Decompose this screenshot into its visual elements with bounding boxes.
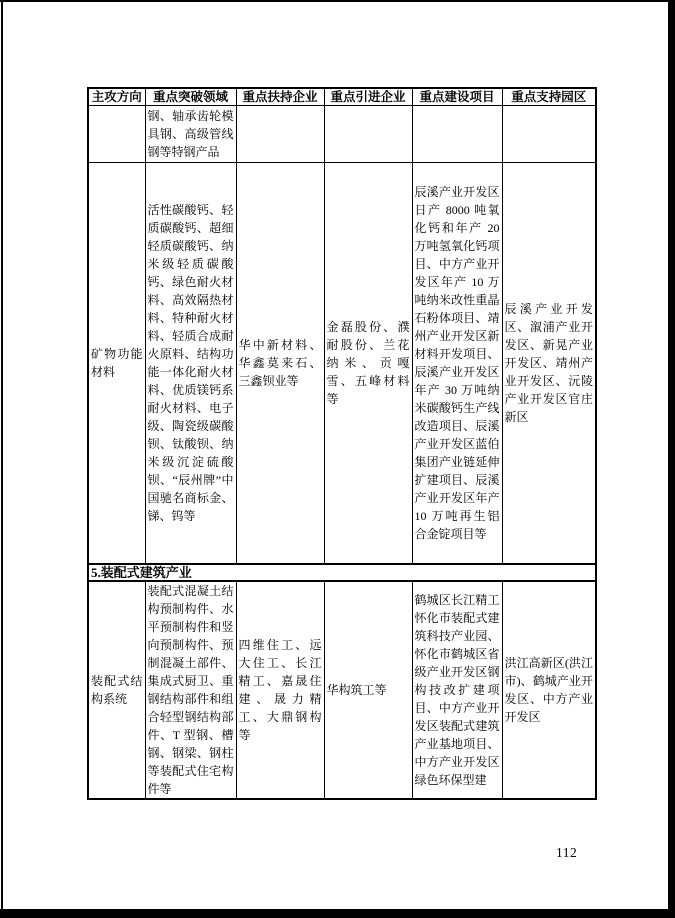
cell-parks bbox=[502, 106, 596, 163]
cell-parks: 洪江高新区(洪江市)、鹤城产业开发区、中方产业开发区 bbox=[502, 581, 596, 799]
header-construction-projects: 重点建设项目 bbox=[412, 88, 502, 106]
table-header-row bbox=[88, 88, 596, 106]
cell-projects bbox=[412, 106, 502, 163]
section-header-prefab-construction: 5.装配式建筑产业 bbox=[88, 564, 596, 581]
cell-direction bbox=[88, 106, 145, 163]
header-supported-parks: 重点支持园区 bbox=[502, 88, 596, 106]
cell-direction: 装配式结构系统 bbox=[88, 581, 145, 799]
header-introduced-enterprises: 重点引进企业 bbox=[324, 88, 412, 106]
industry-table bbox=[87, 87, 597, 800]
header-supported-enterprises: 重点扶持企业 bbox=[236, 88, 324, 106]
cell-introduced bbox=[324, 106, 412, 163]
cell-breakthrough: 钢、轴承齿轮模具钢、高级管线钢等特钢产品 bbox=[145, 106, 236, 163]
header-main-direction: 主攻方向 bbox=[88, 88, 145, 106]
header-breakthrough-fields: 重点突破领域 bbox=[145, 88, 236, 106]
cell-breakthrough: 装配式混凝土结构预制构件、水平预制构件和竖向预制构件、预制混凝土部件、集成式厨卫、重钢结构部件和组合轻型钢结构部件、T 型钢、槽钢、钢梁、钢柱等装配式住宅构件等 bbox=[145, 581, 236, 799]
scan-edge-right bbox=[668, 0, 675, 918]
table-row-mineral-materials bbox=[88, 163, 596, 564]
table-row-prefab-structure bbox=[88, 581, 596, 799]
cell-supported: 四维住工、远大住工、长江精工、嘉晟住建、晟力精工、大鼎钢构等 bbox=[236, 581, 324, 799]
scan-edge-top bbox=[0, 0, 675, 2]
cell-projects: 辰溪产业开发区日产 8000 吨氧化钙和年产 20 万吨氢氧化钙项目、中方产业开发区年产 10 万吨纳米改性重晶石粉体项目、靖州产业开发区新材料开发项目、辰溪产业开发区年产 30 万吨纳米碳酸钙生产线改造项目、辰溪产业开发区蓝伯集团产业链延伸扩建项目、辰溪产业开发区年产 10 万吨再生铝合金锭项目等 bbox=[412, 163, 502, 564]
cell-parks: 辰溪产业开发区、溆浦产业开发区、新晃产业开发区、靖州产业开发区、沅陵产业开发区官庄新区 bbox=[502, 163, 596, 564]
table-row-special-steel bbox=[88, 106, 596, 163]
cell-introduced: 华构筑工等 bbox=[324, 581, 412, 799]
cell-supported bbox=[236, 106, 324, 163]
scan-edge-left bbox=[1, 0, 3, 918]
cell-breakthrough: 活性碳酸钙、轻质碳酸钙、超细轻质碳酸钙、纳米级轻质碳酸钙、绿色耐火材料、高效隔热材料、特种耐火材料、轻质合成耐火原料、结构功能一体化耐火材料、优质镁钙系耐火材料、电子级、陶瓷级碳酸钡、钛酸钡、纳米级沉淀硫酸钡、“辰州牌”中国驰名商标金、锑、钨等 bbox=[145, 163, 236, 564]
cell-introduced: 金磊股份、濮耐股份、兰花纳米、贡嘎雪、五峰材料等 bbox=[324, 163, 412, 564]
page-number: 112 bbox=[556, 845, 578, 860]
table-section-row bbox=[88, 564, 596, 581]
scan-edge-bottom bbox=[0, 909, 675, 918]
cell-projects: 鹤城区长江精工怀化市装配式建筑科技产业园、怀化市鹤城区省级产业开发区钢构技改扩建项目、中方产业开发区装配式建筑产业基地项目、中方产业开发区绿色环保型建 bbox=[412, 581, 502, 799]
cell-direction: 矿物功能材料 bbox=[88, 163, 145, 564]
cell-supported: 华中新材料、华鑫莫来石、三鑫钡业等 bbox=[236, 163, 324, 564]
